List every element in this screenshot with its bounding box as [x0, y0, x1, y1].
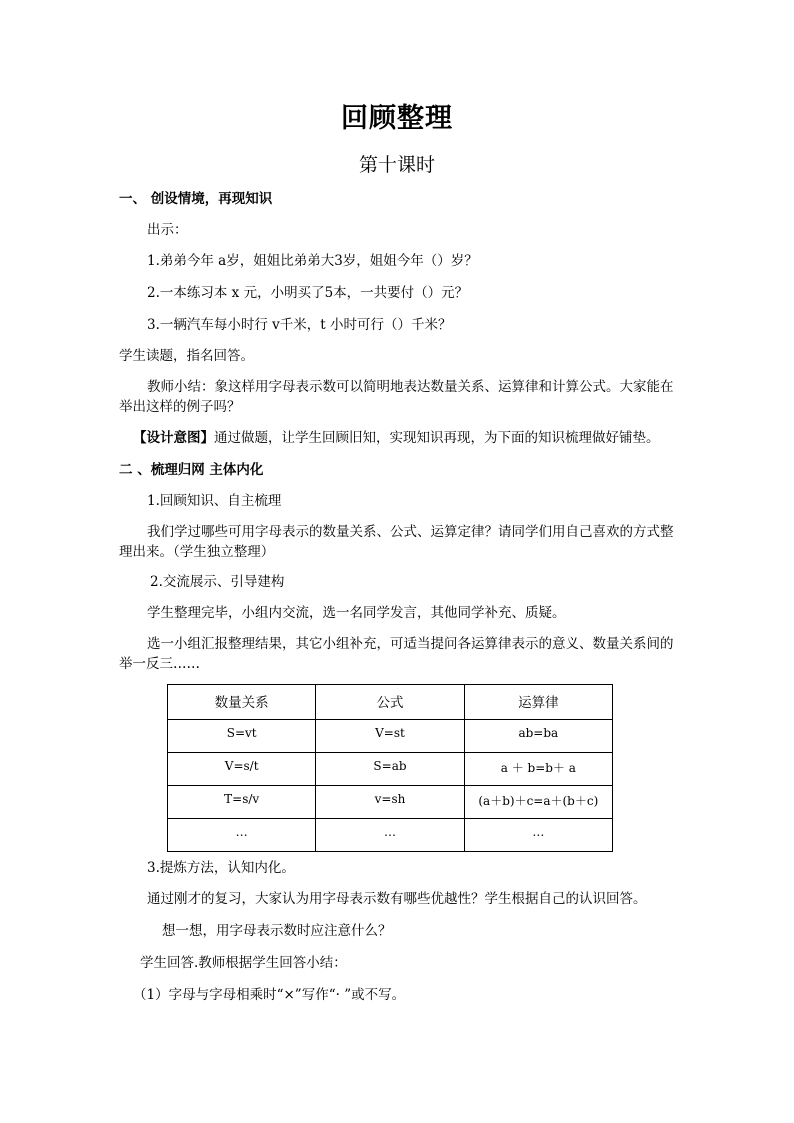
question-3: 3.一辆汽车每小时行 v千米，t 小时可行（）千米？: [147, 317, 452, 333]
table-cell: v=sh: [316, 786, 464, 819]
table-row: [168, 819, 613, 852]
step-2: 2.交流展示、引导建构: [150, 574, 285, 590]
step-1: 1.回顾知识、自主梳理: [147, 493, 282, 509]
table-row: [168, 786, 613, 819]
table-row: [168, 753, 613, 786]
question-2: 2.一本练习本 x 元，小明买了5本，一共要付（）元？: [147, 285, 469, 301]
table-cell: S=vt: [168, 720, 316, 753]
teacher-summary: 教师小结：象这样用字母表示数可以简明地表达数量关系、运算律和计算公式。大家能在举出这样的例子吗？: [119, 379, 674, 415]
paragraph-think: 想一想，用字母表示数时应注意什么？: [162, 923, 392, 939]
table-cell: ab=ba: [464, 720, 612, 753]
paragraph-review: 我们学过哪些可用字母表示的数量关系、公式、运算定律？请同学们用自己喜欢的方式整理出来。（学生独立整理）: [119, 524, 674, 560]
lesson-subtitle: 第十课时: [358, 154, 435, 176]
step-3: 3.提炼方法，认知内化。: [147, 860, 295, 876]
rule-1: （1）字母与字母相乘时“×”写作“· ”或不写。: [133, 987, 406, 1003]
design-intent: [133, 428, 660, 448]
paragraph-report: 选一小组汇报整理结果，其它小组补充，可适当提问各运算律表示的意义、数量关系间的举一反三……: [119, 636, 674, 672]
design-intent-label: 【设计意图】: [133, 430, 214, 446]
header-formula: 公式: [316, 685, 464, 720]
table-cell: S=ab: [316, 753, 464, 786]
table-cell: (a＋b)＋c=a＋(b＋c): [464, 786, 612, 819]
paragraph-advantages: 通过刚才的复习，大家认为用字母表示数有哪些优越性？学生根据自己的认识回答。: [147, 891, 647, 907]
section1-heading: 一、 创设情境，再现知识: [119, 191, 273, 207]
header-quantity-relation: 数量关系: [168, 685, 316, 720]
table-cell: …: [316, 819, 464, 852]
paragraph-group-exchange: 学生整理完毕，小组内交流，选一名同学发言，其他同学补充、质疑。: [147, 605, 566, 621]
show-label: 出示：: [147, 222, 188, 238]
header-operation-law: 运算律: [464, 685, 612, 720]
table-cell: V=s/t: [168, 753, 316, 786]
table-cell: …: [464, 819, 612, 852]
table-cell: …: [168, 819, 316, 852]
table-cell: T=s/v: [168, 786, 316, 819]
table-header-row: [168, 685, 613, 720]
table-row: [168, 720, 613, 753]
section2-heading: 二 、梳理归网 主体内化: [119, 462, 264, 478]
page-title: 回顾整理: [341, 103, 453, 134]
paragraph-student-answer: 学生回答.教师根据学生回答小结：: [140, 955, 347, 971]
design-intent-text: 通过做题，让学生回顾旧知，实现知识再现，为下面的知识梳理做好铺垫。: [214, 430, 660, 446]
question-1: 1.弟弟今年 a岁，姐姐比弟弟大3岁，姐姐今年（）岁？: [147, 253, 478, 269]
table-cell: V=st: [316, 720, 464, 753]
answer-note: 学生读题，指名回答。: [119, 348, 254, 364]
table-cell: a ＋ b=b＋ a: [464, 753, 612, 786]
formula-table: [167, 684, 613, 852]
